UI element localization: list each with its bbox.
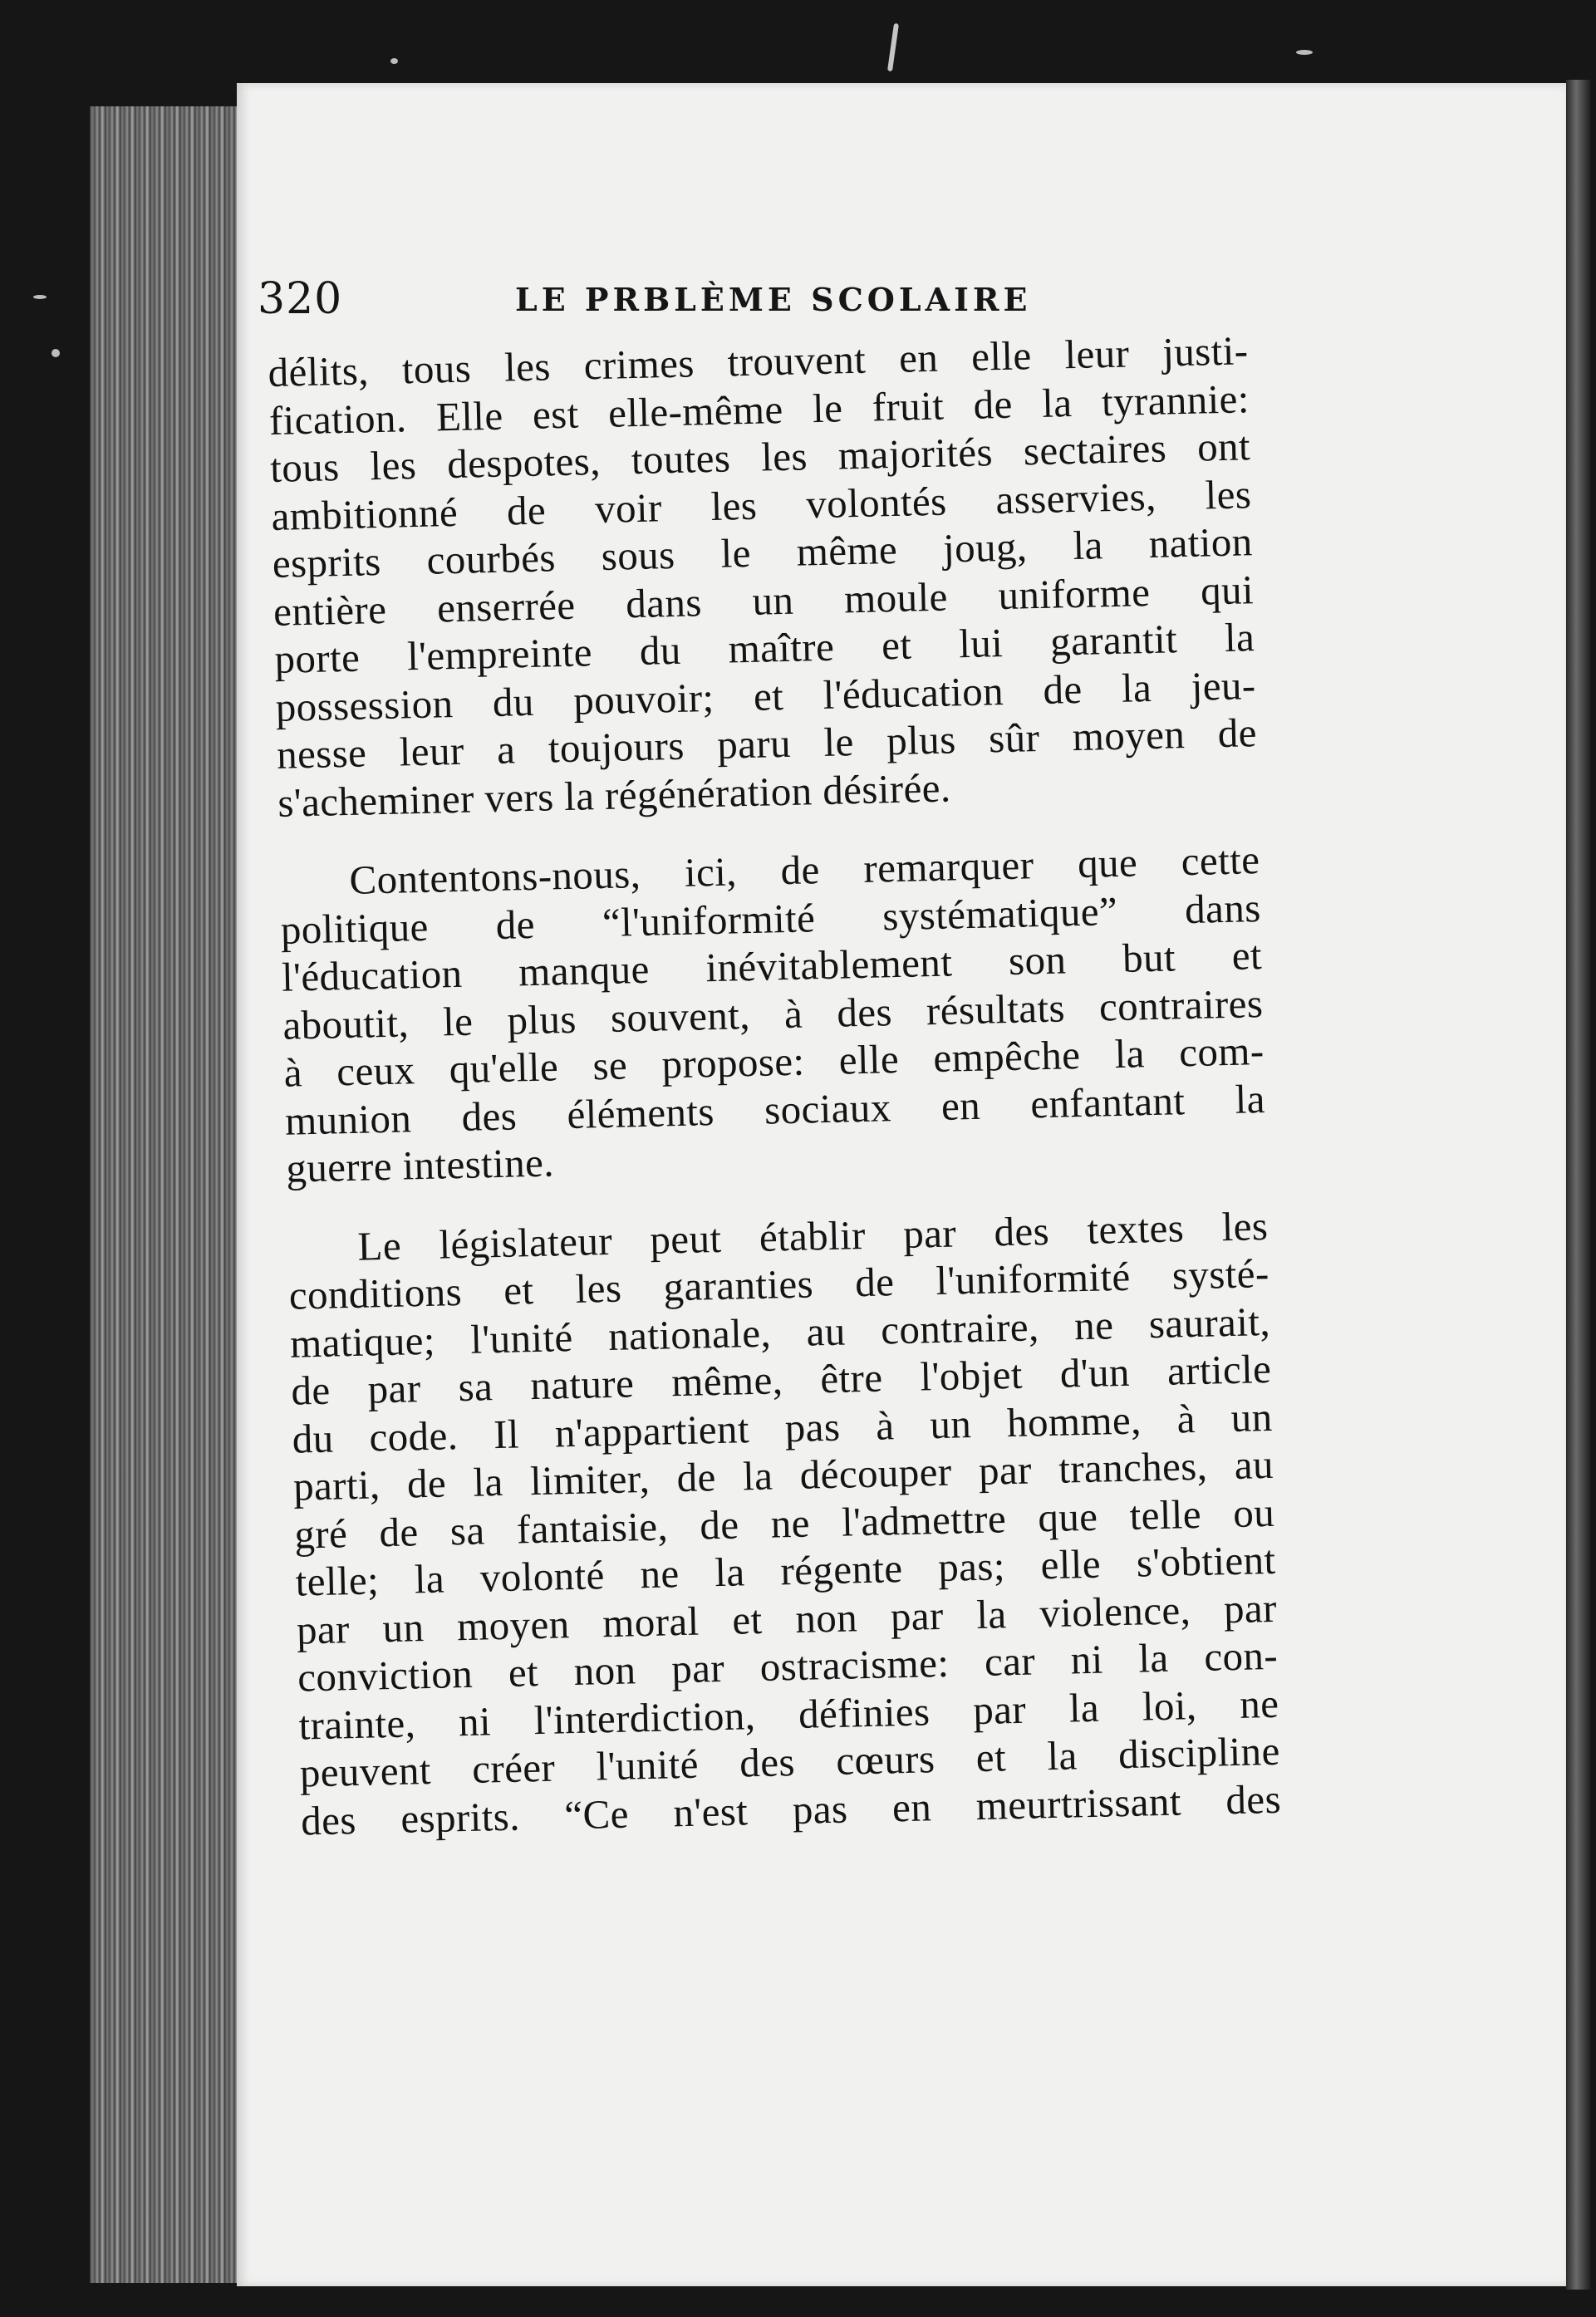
text-line: entière enserrée dans un moule uniforme qui <box>273 566 1255 635</box>
text-line: fication. Elle est elle-même le fruit de la tyrannie: <box>268 375 1250 444</box>
paragraph <box>279 836 1267 1192</box>
text-line: conditions et les garanties de l'uniformité systé- <box>288 1249 1270 1318</box>
text-line: l'éducation manque inévitablement son but et <box>281 932 1263 1000</box>
text-line: tous les despotes, toutes les majorités sectaires ont <box>269 423 1251 491</box>
text-line: aboutit, le plus souvent, à des résultats contraires <box>282 979 1264 1048</box>
running-head <box>258 258 1238 332</box>
paragraph <box>287 1201 1282 1844</box>
text-line: guerre intestine. <box>285 1139 555 1191</box>
body-text <box>268 326 1282 1844</box>
text-line: nesse leur a toujours paru le plus sûr moyen de <box>276 709 1258 778</box>
text-line: s'acheminer vers la régénération désirée. <box>277 763 951 826</box>
text-line: matique; l'unité nationale, au contraire, ne saurait, <box>289 1298 1271 1367</box>
text-line: ambitionné de voir les volontés asservies, les <box>270 470 1252 539</box>
text-line: délits, tous les crimes trouvent en elle leur justi- <box>268 327 1249 395</box>
text-line: à ceux qu'elle se propose: elle empêche la com- <box>283 1028 1265 1096</box>
text-line: Le législateur peut établir par des textes les <box>356 1202 1269 1269</box>
book-binding <box>1566 80 1591 2290</box>
scan-mark <box>887 23 899 71</box>
text-line: des esprits. “Ce n'est pas en meurtrissant des <box>300 1775 1282 1844</box>
text-line: politique de “l'uniformité systématique” dans <box>280 884 1262 953</box>
text-line: gré de sa fantaisie, de ne l'admettre que telle ou <box>293 1489 1275 1558</box>
paragraph <box>268 326 1259 827</box>
text-line: munion des éléments sociaux en enfantant la <box>284 1075 1266 1144</box>
text-line: possession du pouvoir; et l'éducation de la jeu- <box>275 661 1257 730</box>
scan-speck <box>33 295 47 299</box>
text-line: de par sa nature même, être l'objet d'un article <box>290 1345 1272 1414</box>
text-line: parti, de la limiter, de la découper par tranches, au <box>292 1441 1274 1509</box>
text-line: porte l'empreinte du maître et lui garantit la <box>273 614 1255 682</box>
page-number: 320 <box>258 274 343 324</box>
text-line: conviction et non par ostracisme: car ni la con- <box>297 1632 1279 1701</box>
page-edges <box>90 106 256 2283</box>
text-line: par un moyen moral et non par la violence, par <box>296 1584 1278 1653</box>
text-line: peuvent créer l'unité des cœurs et la discipline <box>299 1727 1281 1796</box>
running-title: LE PRBLÈME SCOLAIRE <box>515 281 1032 318</box>
scan-speck <box>52 349 60 357</box>
text-line: esprits courbés sous le même joug, la nation <box>272 518 1254 587</box>
text-line: Contentons-nous, ici, de remarquer que cette <box>348 837 1260 903</box>
text-line: telle; la volonté ne la régente pas; elle s'obtient <box>295 1536 1276 1605</box>
text-line: trainte, ni l'interdiction, définies par la loi, ne <box>297 1680 1279 1749</box>
text-line: du code. Il n'appartient pas à un homme, à un <box>292 1393 1274 1462</box>
scan-speck <box>390 58 398 64</box>
scan-speck <box>1296 50 1313 55</box>
